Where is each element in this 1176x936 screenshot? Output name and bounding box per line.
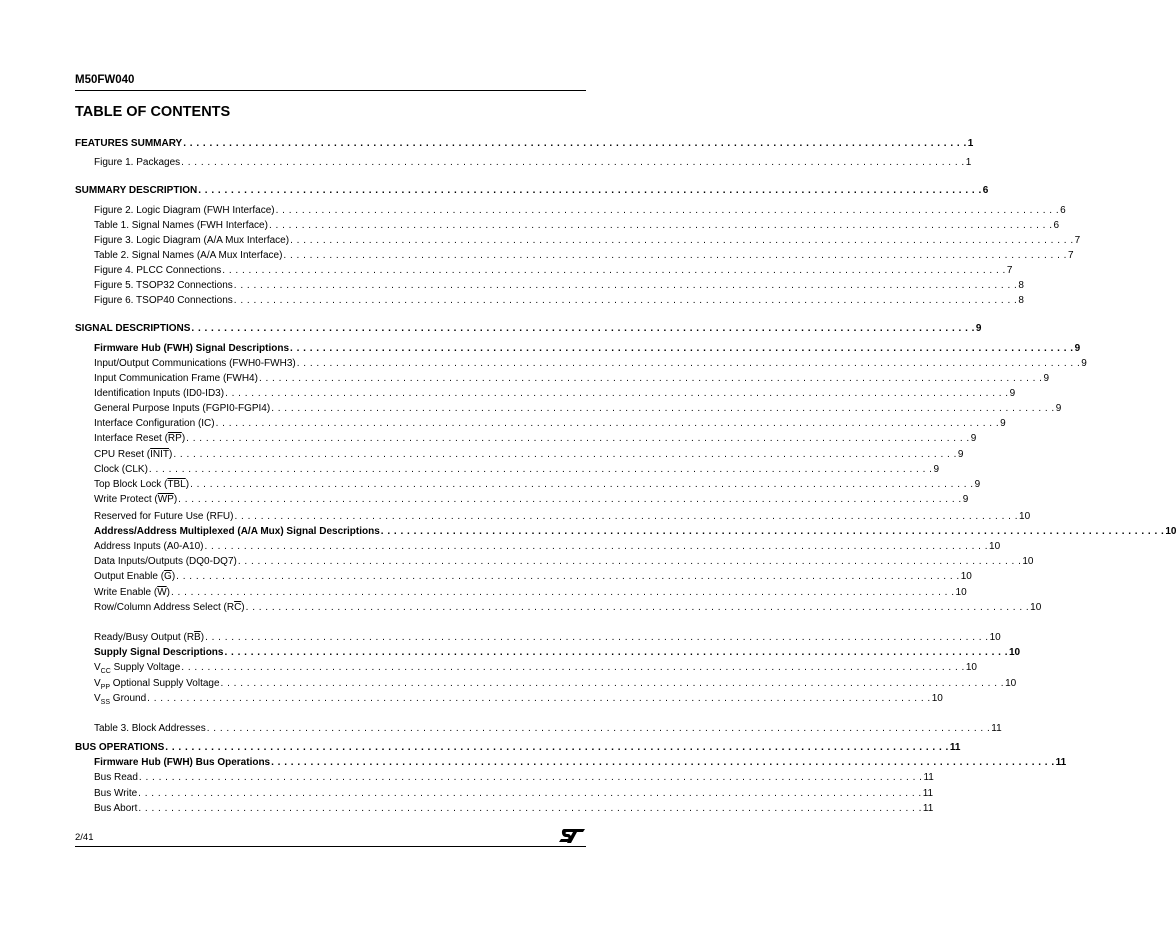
toc-entry-page: 10 [955,587,967,598]
toc-entry-label: Write Enable $(\overline{W})$ [94,587,170,598]
toc-entry-page: 1 [967,138,974,149]
toc-dot-leader: . . . . . . . . . . . . . . . . . . . . . . . . . . . . . . . . . . . . . . . . . . . . . . . . . . . . . . . . . . . . . . . . . . . . . . . . . . . . . . . . . . . . . . . . . . . . . . . . . . . . . . . . . . . . . . . . . . . . . . . . [138,788,922,799]
toc-dot-leader: . . . . . . . . . . . . . . . . . . . . . . . . . . . . . . . . . . . . . . . . . . . . . . . . . . . . . . . . . . . . . . . . . . . . . . . . . . . . . . . . . . . . . . . . . . . . . . . . . . . . . . . . . . . . . . . . . . . . . . . . [225,388,1009,399]
toc-dot-leader: . . . . . . . . . . . . . . . . . . . . . . . . . . . . . . . . . . . . . . . . . . . . . . . . . . . . . . . . . . . . . . . . . . . . . . . . . . . . . . . . . . . . . . . . . . . . . . . . . . . . . . . . . . . . . . . . . . . . . . . . [233,295,1018,306]
toc-entry-label: FEATURES SUMMARY [75,138,183,149]
toc-entry-page: 11 [922,803,934,814]
toc-dot-leader: . . . . . . . . . . . . . . . . . . . . . . . . . . . . . . . . . . . . . . . . . . . . . . . . . . . . . . . . . . . . . . . . . . . . . . . . . . . . . . . . . . . . . . . . . . . . . . . . . . . . . . . . . . . . . . . . . . . . . . . . [176,571,960,582]
toc-entry-page: 11 [991,723,1002,734]
toc-dot-leader: . . . . . . . . . . . . . . . . . . . . . . . . . . . . . . . . . . . . . . . . . . . . . . . . . . . . . . . . . . . . . . . . . . . . . . . . . . . . . . . . . . . . . . . . . . . . . . . . . . . . . . . . . . . . . . . . . . . . . . . . [290,235,1074,246]
toc-entry[interactable] [94,402,1062,416]
toc-entry-label: Clock (CLK) [94,464,148,475]
toc-entry[interactable] [94,692,943,706]
toc-entry-label: Interface Reset $(\overline{RP})$ [94,433,186,444]
toc-entry-label: Table 3. Block Addresses [94,723,206,734]
toc-entry-label: General Purpose Inputs (FGPI0-FGPI4) [94,403,271,414]
toc-entry-label: Ready/Busy Output $(R\overline{B})$ [94,632,205,643]
toc-title: TABLE OF CONTENTS [75,104,231,120]
toc-entry-label: Bus Abort [94,803,138,814]
toc-entry[interactable] [94,219,1060,233]
toc-entry[interactable] [94,677,1017,691]
toc-entry-page: 6 [1060,205,1066,216]
toc-entry-page: 6 [982,185,989,196]
toc-entry-label: Bus Write [94,788,138,799]
toc-dot-leader: . . . . . . . . . . . . . . . . . . . . . . . . . . . . . . . . . . . . . . . . . . . . . . . . . . . . . . . . . . . . . . . . . . . . . . . . . . . . . . . . . . . . . . . . . . . . . . . . . . . . . . . . . . . . . . . . . . . . . . . . [268,220,1053,231]
toc-entry-page: 1 [965,157,972,168]
document-id: M50FW040 [75,74,135,86]
toc-dot-leader: . . . . . . . . . . . . . . . . . . . . . . . . . . . . . . . . . . . . . . . . . . . . . . . . . . . . . . . . . . . . . . . . . . . . . . . . . . . . . . . . . . . . . . . . . . . . . . . . . . . . . . . . . . . . . . . . . . . . . . . . [170,587,955,598]
toc-entry[interactable] [94,525,1176,539]
toc-entry-page: 9 [1000,418,1006,429]
toc-entry[interactable] [94,540,1001,554]
toc-entry-label: Figure 1. Packages [94,157,181,168]
toc-dot-leader: . . . . . . . . . . . . . . . . . . . . . . . . . . . . . . . . . . . . . . . . . . . . . . . . . . . . . . . . . . . . . . . . . . . . . . . . . . . . . . . . . . . . . . . . . . . . . . . . . . . . . . . . . . . . . . . . . . . . . . . . [165,742,949,753]
toc-entry[interactable] [75,322,982,336]
toc-entry[interactable] [94,387,1016,401]
toc-entry-label: Output Enable $(\overline{G})$ [94,571,176,582]
toc-entry-label: Input/Output Communications (FWH0-FWH3) [94,358,296,369]
toc-entry[interactable] [94,586,967,600]
toc-dot-leader: . . . . . . . . . . . . . . . . . . . . . . . . . . . . . . . . . . . . . . . . . . . . . . . . . . . . . . . . . . . . . . . . . . . . . . . . . . . . . . . . . . . . . . . . . . . . . . . . . . . . . . . . . . . . . . . . . . . . . . . . [173,449,957,460]
toc-entry-label: Bus Read [94,772,138,783]
toc-entry-page: 10 [965,662,977,673]
toc-dot-leader: . . . . . . . . . . . . . . . . . . . . . . . . . . . . . . . . . . . . . . . . . . . . . . . . . . . . . . . . . . . . . . . . . . . . . . . . . . . . . . . . . . . . . . . . . . . . . . . . . . . . . . . . . . . . . . . . . . . . . . . . [215,418,1000,429]
toc-entry-label: Input Communication Frame (FWH4) [94,373,258,384]
toc-entry-page: 10 [1022,556,1034,567]
toc-entry[interactable] [94,661,977,675]
toc-entry[interactable] [94,787,934,801]
toc-entry-page: 9 [957,449,964,460]
toc-entry[interactable] [94,357,1087,371]
toc-dot-leader: . . . . . . . . . . . . . . . . . . . . . . . . . . . . . . . . . . . . . . . . . . . . . . . . . . . . . . . . . . . . . . . . . . . . . . . . . . . . . . . . . . . . . . . . . . . . . . . . . . . . . . . . . . . . . . . . . . . . . . . . [245,602,1030,613]
toc-entry[interactable] [94,372,1050,386]
toc-entry-label: Figure 2. Logic Diagram (FWH Interface) [94,205,275,216]
toc-entry[interactable] [75,741,961,755]
toc-entry[interactable] [94,510,1031,524]
toc-entry[interactable] [94,448,964,462]
toc-dot-leader: . . . . . . . . . . . . . . . . . . . . . . . . . . . . . . . . . . . . . . . . . . . . . . . . . . . . . . . . . . . . . . . . . . . . . . . . . . . . . . . . . . . . . . . . . . . . . . . . . . . . . . . . . . . . . . . . . . . . . . . . [205,632,989,643]
toc-dot-leader: . . . . . . . . . . . . . . . . . . . . . . . . . . . . . . . . . . . . . . . . . . . . . . . . . . . . . . . . . . . . . . . . . . . . . . . . . . . . . . . . . . . . . . . . . . . . . . . . . . . . . . . . . . . . . . . . . . . . . . . . [191,323,975,334]
toc-entry-page: 11 [923,772,934,783]
toc-entry[interactable] [94,631,1001,645]
toc-entry-page: 9 [1009,388,1016,399]
toc-entry-page: 10 [989,632,1001,643]
toc-entry-label: Interface Configuration (IC) [94,418,215,429]
toc-entry[interactable] [94,156,972,170]
toc-dot-leader: . . . . . . . . . . . . . . . . . . . . . . . . . . . . . . . . . . . . . . . . . . . . . . . . . . . . . . . . . . . . . . . . . . . . . . . . . . . . . . . . . . . . . . . . . . . . . . . . . . . . . . . . . . . . . . . . . . . . . . . . [258,373,1043,384]
toc-entry-page: 7 [1067,250,1074,261]
toc-entry[interactable] [94,294,1024,308]
toc-dot-leader: . . . . . . . . . . . . . . . . . . . . . . . . . . . . . . . . . . . . . . . . . . . . . . . . . . . . . . . . . . . . . . . . . . . . . . . . . . . . . . . . . . . . . . . . . . . . . . . . . . . . . . . . . . . . . . . . . . . . . . . . [296,358,1081,369]
toc-entry[interactable] [94,771,934,785]
toc-entry-label: Table 1. Signal Names (FWH Interface) [94,220,268,231]
toc-entry-label: Firmware Hub (FWH) Signal Descriptions [94,343,290,354]
toc-entry-page: 9 [962,494,969,505]
toc-entry[interactable] [75,137,974,151]
toc-entry-label: Address/Address Multiplexed (A/A Mux) Signal Descriptions [94,526,380,537]
toc-dot-leader: . . . . . . . . . . . . . . . . . . . . . . . . . . . . . . . . . . . . . . . . . . . . . . . . . . . . . . . . . . . . . . . . . . . . . . . . . . . . . . . . . . . . . . . . . . . . . . . . . . . . . . . . . . . . . . . . . . . . . . . . [183,138,967,149]
toc-entry-label: Figure 3. Logic Diagram (A/A Mux Interface) [94,235,290,246]
toc-entry-label: Reserved for Future Use (RFU) [94,511,234,522]
toc-entry[interactable] [94,463,939,477]
toc-entry-page: 10 [960,571,972,582]
toc-dot-leader: . . . . . . . . . . . . . . . . . . . . . . . . . . . . . . . . . . . . . . . . . . . . . . . . . . . . . . . . . . . . . . . . . . . . . . . . . . . . . . . . . . . . . . . . . . . . . . . . . . . . . . . . . . . . . . . . . . . . . . . . [233,280,1018,291]
toc-entry-label: $V_{CC}$ Supply Voltage [94,662,181,675]
toc-entry[interactable] [94,417,1006,431]
toc-entry[interactable] [94,570,972,584]
toc-dot-leader: . . . . . . . . . . . . . . . . . . . . . . . . . . . . . . . . . . . . . . . . . . . . . . . . . . . . . . . . . . . . . . . . . . . . . . . . . . . . . . . . . . . . . . . . . . . . . . . . . . . . . . . . . . . . . . . . . . . . . . . . [206,723,991,734]
toc-entry[interactable] [94,279,1024,293]
toc-entry-label: CPU Reset (INIT) [94,449,173,460]
toc-dot-leader: . . . . . . . . . . . . . . . . . . . . . . . . . . . . . . . . . . . . . . . . . . . . . . . . . . . . . . . . . . . . . . . . . . . . . . . . . . . . . . . . . . . . . . . . . . . . . . . . . . . . . . . . . . . . . . . . . . . . . . . . [147,693,931,704]
toc-dot-leader: . . . . . . . . . . . . . . . . . . . . . . . . . . . . . . . . . . . . . . . . . . . . . . . . . . . . . . . . . . . . . . . . . . . . . . . . . . . . . . . . . . . . . . . . . . . . . . . . . . . . . . . . . . . . . . . . . . . . . . . . [220,678,1005,689]
toc-entry-label: SIGNAL DESCRIPTIONS [75,323,191,334]
toc-dot-leader: . . . . . . . . . . . . . . . . . . . . . . . . . . . . . . . . . . . . . . . . . . . . . . . . . . . . . . . . . . . . . . . . . . . . . . . . . . . . . . . . . . . . . . . . . . . . . . . . . . . . . . . . . . . . . . . . . . . . . . . . [178,494,962,505]
toc-entry-page: 9 [974,479,981,490]
toc-entry[interactable] [94,204,1066,218]
toc-entry-label: Supply Signal Descriptions [94,647,224,658]
toc-entry-page: 9 [933,464,939,475]
toc-entry-label: Write Protect $(\overline{WP})$ [94,494,178,505]
toc-dot-leader: . . . . . . . . . . . . . . . . . . . . . . . . . . . . . . . . . . . . . . . . . . . . . . . . . . . . . . . . . . . . . . . . . . . . . . . . . . . . . . . . . . . . . . . . . . . . . . . . . . . . . . . . . . . . . . . . . . . . . . . . [290,343,1074,354]
toc-entry-page: 9 [1055,403,1062,414]
toc-entry-page: 9 [1043,373,1050,384]
footer-divider [75,846,586,847]
toc-entry-label: Table 2. Signal Names (A/A Mux Interface) [94,250,283,261]
toc-dot-leader: . . . . . . . . . . . . . . . . . . . . . . . . . . . . . . . . . . . . . . . . . . . . . . . . . . . . . . . . . . . . . . . . . . . . . . . . . . . . . . . . . . . . . . . . . . . . . . . . . . . . . . . . . . . . . . . . . . . . . . . . [275,205,1060,216]
toc-dot-leader: . . . . . . . . . . . . . . . . . . . . . . . . . . . . . . . . . . . . . . . . . . . . . . . . . . . . . . . . . . . . . . . . . . . . . . . . . . . . . . . . . . . . . . . . . . . . . . . . . . . . . . . . . . . . . . . . . . . . . . . . [271,403,1055,414]
toc-entry-page: 9 [975,323,982,334]
toc-entry-label: $V_{SS}$ Ground [94,693,147,706]
toc-entry[interactable] [94,234,1081,248]
toc-entry[interactable] [94,802,934,816]
toc-entry-page: 10 [1009,647,1021,658]
toc-entry-page: 10 [989,541,1001,552]
toc-entry-label: Top Block Lock $(\overline{TBL})$ [94,479,190,490]
toc-entry-page: 10 [1005,678,1017,689]
toc-dot-leader: . . . . . . . . . . . . . . . . . . . . . . . . . . . . . . . . . . . . . . . . . . . . . . . . . . . . . . . . . . . . . . . . . . . . . . . . . . . . . . . . . . . . . . . . . . . . . . . . . . . . . . . . . . . . . . . . . . . . . . . . [222,265,1006,276]
toc-entry-page: 7 [1074,235,1081,246]
toc-dot-leader: . . . . . . . . . . . . . . . . . . . . . . . . . . . . . . . . . . . . . . . . . . . . . . . . . . . . . . . . . . . . . . . . . . . . . . . . . . . . . . . . . . . . . . . . . . . . . . . . . . . . . . . . . . . . . . . . . . . . . . . . [198,185,982,196]
toc-entry-page: 10 [1019,511,1031,522]
toc-entry-page: 10 [931,693,943,704]
toc-entry[interactable] [94,478,981,492]
toc-dot-leader: . . . . . . . . . . . . . . . . . . . . . . . . . . . . . . . . . . . . . . . . . . . . . . . . . . . . . . . . . . . . . . . . . . . . . . . . . . . . . . . . . . . . . . . . . . . . . . . . . . . . . . . . . . . . . . . . . . . . . . . . [380,526,1165,537]
toc-entry-label: Figure 4. PLCC Connections [94,265,222,276]
toc-entry[interactable] [94,756,1067,770]
toc-entry[interactable] [94,249,1074,263]
toc-entry-page: 6 [1053,220,1060,231]
toc-dot-leader: . . . . . . . . . . . . . . . . . . . . . . . . . . . . . . . . . . . . . . . . . . . . . . . . . . . . . . . . . . . . . . . . . . . . . . . . . . . . . . . . . . . . . . . . . . . . . . . . . . . . . . . . . . . . . . . . . . . . . . . . [186,433,970,444]
toc-entry[interactable] [94,646,1021,660]
toc-entry-label: Figure 5. TSOP32 Connections [94,280,233,291]
toc-dot-leader: . . . . . . . . . . . . . . . . . . . . . . . . . . . . . . . . . . . . . . . . . . . . . . . . . . . . . . . . . . . . . . . . . . . . . . . . . . . . . . . . . . . . . . . . . . . . . . . . . . . . . . . . . . . . . . . . . . . . . . . . [271,757,1055,768]
toc-entry-page: 8 [1018,295,1024,306]
toc-dot-leader: . . . . . . . . . . . . . . . . . . . . . . . . . . . . . . . . . . . . . . . . . . . . . . . . . . . . . . . . . . . . . . . . . . . . . . . . . . . . . . . . . . . . . . . . . . . . . . . . . . . . . . . . . . . . . . . . . . . . . . . . [181,662,965,673]
toc-entry[interactable] [94,555,1034,569]
toc-entry-page: 11 [922,788,934,799]
toc-dot-leader: . . . . . . . . . . . . . . . . . . . . . . . . . . . . . . . . . . . . . . . . . . . . . . . . . . . . . . . . . . . . . . . . . . . . . . . . . . . . . . . . . . . . . . . . . . . . . . . . . . . . . . . . . . . . . . . . . . . . . . . . [148,464,933,475]
toc-entry-page: 8 [1018,280,1024,291]
toc-entry-label: Row/Column Address Select $(R\overline{C})$ [94,602,245,613]
toc-entry[interactable] [94,342,1081,356]
toc-entry-page: 9 [1074,343,1081,354]
page-number: 2/41 [75,832,94,843]
toc-entry[interactable] [94,601,1042,615]
toc-dot-leader: . . . . . . . . . . . . . . . . . . . . . . . . . . . . . . . . . . . . . . . . . . . . . . . . . . . . . . . . . . . . . . . . . . . . . . . . . . . . . . . . . . . . . . . . . . . . . . . . . . . . . . . . . . . . . . . . . . . . . . . . [181,157,965,168]
toc-entry[interactable] [94,493,969,507]
toc-dot-leader: . . . . . . . . . . . . . . . . . . . . . . . . . . . . . . . . . . . . . . . . . . . . . . . . . . . . . . . . . . . . . . . . . . . . . . . . . . . . . . . . . . . . . . . . . . . . . . . . . . . . . . . . . . . . . . . . . . . . . . . . [138,803,922,814]
toc-entry-label: Figure 6. TSOP40 Connections [94,295,233,306]
toc-entry-label: Address Inputs (A0-A10) [94,541,204,552]
toc-dot-leader: . . . . . . . . . . . . . . . . . . . . . . . . . . . . . . . . . . . . . . . . . . . . . . . . . . . . . . . . . . . . . . . . . . . . . . . . . . . . . . . . . . . . . . . . . . . . . . . . . . . . . . . . . . . . . . . . . . . . . . . . [138,772,923,783]
toc-entry-page: 9 [970,433,977,444]
toc-entry-page: 11 [949,742,961,753]
toc-entry-page: 7 [1006,265,1013,276]
toc-dot-leader: . . . . . . . . . . . . . . . . . . . . . . . . . . . . . . . . . . . . . . . . . . . . . . . . . . . . . . . . . . . . . . . . . . . . . . . . . . . . . . . . . . . . . . . . . . . . . . . . . . . . . . . . . . . . . . . . . . . . . . . . [190,479,974,490]
toc-entry-page: 11 [1055,757,1067,768]
toc-entry[interactable] [94,722,1002,736]
toc-entry[interactable] [94,264,1013,278]
toc-entry-label: Identification Inputs (ID0-ID3) [94,388,225,399]
toc-dot-leader: . . . . . . . . . . . . . . . . . . . . . . . . . . . . . . . . . . . . . . . . . . . . . . . . . . . . . . . . . . . . . . . . . . . . . . . . . . . . . . . . . . . . . . . . . . . . . . . . . . . . . . . . . . . . . . . . . . . . . . . . [224,647,1008,658]
toc-entry[interactable] [75,184,989,198]
toc-dot-leader: . . . . . . . . . . . . . . . . . . . . . . . . . . . . . . . . . . . . . . . . . . . . . . . . . . . . . . . . . . . . . . . . . . . . . . . . . . . . . . . . . . . . . . . . . . . . . . . . . . . . . . . . . . . . . . . . . . . . . . . . [283,250,1067,261]
toc-entry-label: SUMMARY DESCRIPTION [75,185,198,196]
toc-entry-page: 9 [1081,358,1087,369]
toc-dot-leader: . . . . . . . . . . . . . . . . . . . . . . . . . . . . . . . . . . . . . . . . . . . . . . . . . . . . . . . . . . . . . . . . . . . . . . . . . . . . . . . . . . . . . . . . . . . . . . . . . . . . . . . . . . . . . . . . . . . . . . . . [237,556,1022,567]
toc-entry-page: 10 [1030,602,1042,613]
toc-dot-leader: . . . . . . . . . . . . . . . . . . . . . . . . . . . . . . . . . . . . . . . . . . . . . . . . . . . . . . . . . . . . . . . . . . . . . . . . . . . . . . . . . . . . . . . . . . . . . . . . . . . . . . . . . . . . . . . . . . . . . . . . [234,511,1019,522]
toc-entry-label: BUS OPERATIONS [75,742,165,753]
st-logo-icon [558,827,586,845]
toc-entry-label: $V_{PP}$ Optional Supply Voltage [94,678,220,691]
toc-entry-page: 10 [1165,526,1176,537]
toc-entry-label: Firmware Hub (FWH) Bus Operations [94,757,271,768]
toc-dot-leader: . . . . . . . . . . . . . . . . . . . . . . . . . . . . . . . . . . . . . . . . . . . . . . . . . . . . . . . . . . . . . . . . . . . . . . . . . . . . . . . . . . . . . . . . . . . . . . . . . . . . . . . . . . . . . . . . . . . . . . . . [204,541,989,552]
toc-entry[interactable] [94,432,977,446]
toc-entry-label: Data Inputs/Outputs (DQ0-DQ7) [94,556,237,567]
